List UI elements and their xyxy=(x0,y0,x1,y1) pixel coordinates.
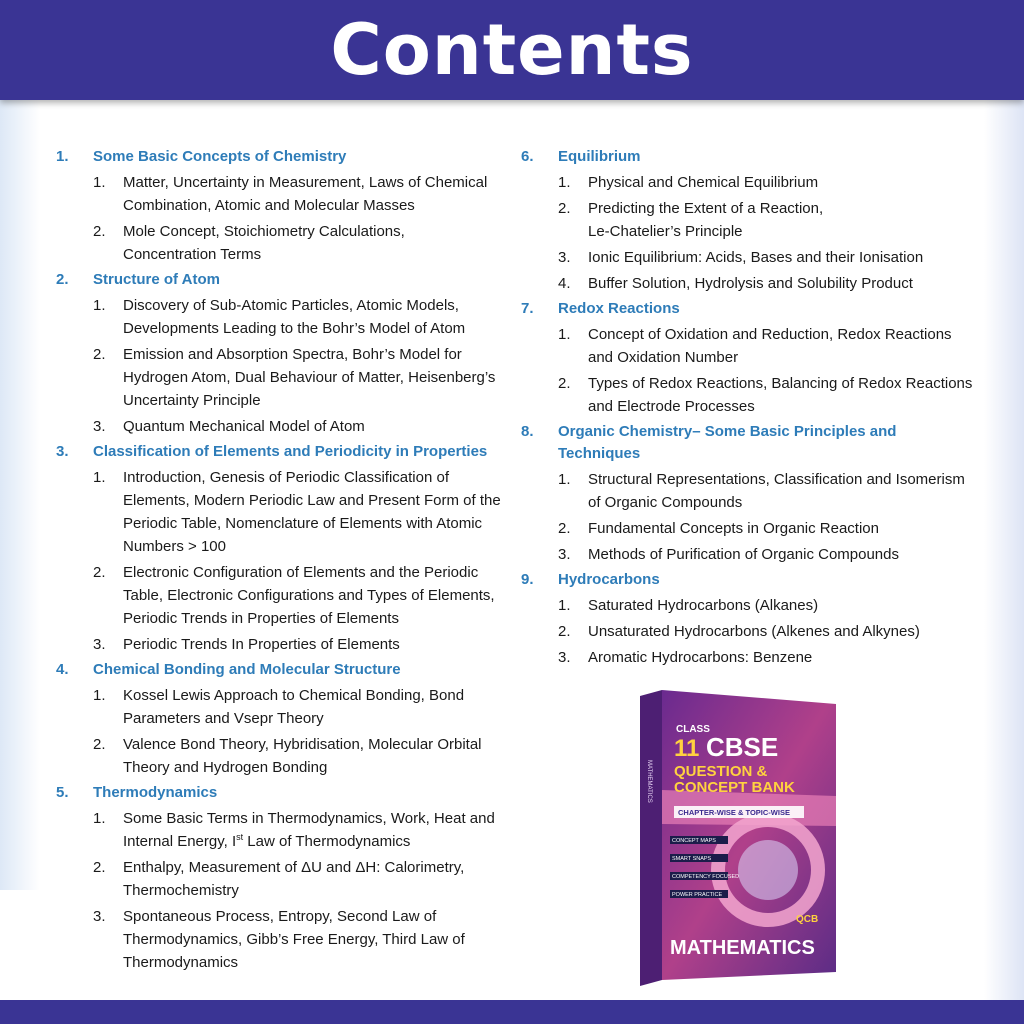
topic-item: 2. Predicting the Extent of a Reaction, Le-Chatelier’s Principle xyxy=(558,200,824,240)
topic-item: 1. Physical and Chemical Equilibrium xyxy=(558,174,819,191)
chapter-heading: 8. Organic Chemistry– Some Basic Principles and Techniques xyxy=(521,423,897,462)
topic-item: 2. Unsaturated Hydrocarbons (Alkenes and Alkynes) xyxy=(558,623,920,640)
contents-header xyxy=(0,0,1024,100)
chapter-heading: 5. Thermodynamics xyxy=(56,784,218,801)
topic-item: 2. Mole Concept, Stoichiometry Calculations, Concentration Terms xyxy=(93,223,405,263)
book-feature: COMPETENCY FOCUSED xyxy=(672,874,740,880)
chapter-heading: 6. Equilibrium xyxy=(521,148,641,165)
book-cover-image xyxy=(640,690,840,986)
book-feature: CONCEPT MAPS xyxy=(672,838,716,844)
topic-item: 3. Methods of Purification of Organic Compounds xyxy=(558,546,899,563)
footer-bar xyxy=(0,1000,1024,1024)
topic-item: 2. Electronic Configuration of Elements and the Periodic Table, Electronic Configurations and Types of Elements, Periodic Trends in Properties of Elements xyxy=(93,564,495,627)
topic-item: 3. Quantum Mechanical Model of Atom xyxy=(93,418,365,435)
left-background-fade xyxy=(0,100,40,890)
book-logo-text: QCB xyxy=(796,914,819,925)
topic-item: 1. Kossel Lewis Approach to Chemical Bonding, Bond Parameters and Vsepr Theory xyxy=(93,687,465,727)
chapter-heading: 2. Structure of Atom xyxy=(56,271,220,288)
topic-item: 1. Concept of Oxidation and Reduction, Redox Reactions and Oxidation Number xyxy=(558,326,952,366)
topic-item: 2. Fundamental Concepts in Organic Reaction xyxy=(558,520,879,537)
right-background-fade xyxy=(984,100,1024,1000)
topic-item: 2. Types of Redox Reactions, Balancing of Redox Reactions and Electrode Processes xyxy=(558,375,973,415)
topic-item: 1. Matter, Uncertainty in Measurement, Laws of Chemical Combination, Atomic and Molecular Masses xyxy=(93,174,488,214)
chapter-heading: 9. Hydrocarbons xyxy=(521,571,660,588)
chapter-heading: 3. Classification of Elements and Periodicity in Properties xyxy=(56,443,488,460)
book-title-line2: CONCEPT BANK xyxy=(674,779,795,796)
chapter-heading: 1. Some Basic Concepts of Chemistry xyxy=(56,148,347,165)
book-class-number: 11 xyxy=(674,735,700,762)
chapter-heading: 4. Chemical Bonding and Molecular Structure xyxy=(56,661,401,678)
book-subtitle: CHAPTER-WISE & TOPIC-WISE xyxy=(678,808,790,817)
book-spine-text: MATHEMATICS xyxy=(646,760,652,803)
contents-right-column xyxy=(521,143,976,669)
topic-item: 3. Periodic Trends In Properties of Elements xyxy=(93,636,400,653)
book-title-line1: QUESTION & xyxy=(674,763,768,780)
topic-item: 1. Saturated Hydrocarbons (Alkanes) xyxy=(558,597,819,614)
book-board: CBSE xyxy=(706,732,779,762)
book-class-label: CLASS xyxy=(676,724,710,735)
topic-item: 1. Some Basic Terms in Thermodynamics, Work, Heat and Internal Energy, Ist Law of Thermodynamics xyxy=(93,810,495,850)
topic-item: 3. Spontaneous Process, Entropy, Second Law of Thermodynamics, Gibb’s Free Energy, Third Law of Thermodynamics xyxy=(93,908,465,971)
topic-item: 2. Enthalpy, Measurement of ΔU and ΔH: Calorimetry, Thermochemistry xyxy=(93,859,465,899)
book-subject: MATHEMATICS xyxy=(670,937,815,959)
topic-item: 1. Structural Representations, Classification and Isomerism of Organic Compounds xyxy=(558,471,965,511)
book-feature: POWER PRACTICE xyxy=(672,892,723,898)
topic-item: 2. Emission and Absorption Spectra, Bohr’s Model for Hydrogen Atom, Dual Behaviour of Matter, Heisenberg’s Uncertainty Principle xyxy=(93,346,496,409)
book-spine xyxy=(640,690,662,986)
topic-item: 3. Ionic Equilibrium: Acids, Bases and their Ionisation xyxy=(558,249,924,266)
chapter-heading: 7. Redox Reactions xyxy=(521,300,680,317)
topic-item: 1. Discovery of Sub-Atomic Particles, Atomic Models, Developments Leading to the Bohr’s Model of Atom xyxy=(93,297,466,337)
page-title: Contents xyxy=(330,9,694,91)
book-feature: SMART SNAPS xyxy=(672,856,712,862)
topic-item: 3. Aromatic Hydrocarbons: Benzene xyxy=(558,649,813,666)
topic-item: 1. Introduction, Genesis of Periodic Classification of Elements, Modern Periodic Law and Present Form of the Periodic Table, Nomenclature of Elements with Atomic Numbers > 100 xyxy=(93,469,501,555)
topic-item: 2. Valence Bond Theory, Hybridisation, Molecular Orbital Theory and Hydrogen Bonding xyxy=(93,736,482,776)
contents-left-column xyxy=(56,143,506,974)
topic-item: 4. Buffer Solution, Hydrolysis and Solubility Product xyxy=(558,275,913,292)
